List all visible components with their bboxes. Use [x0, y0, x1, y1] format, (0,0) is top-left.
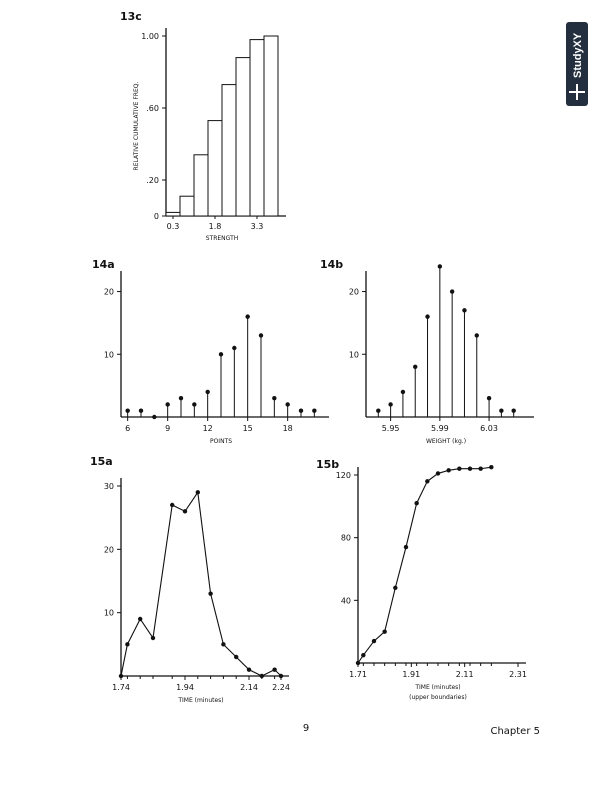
x-tick-label: 6: [125, 424, 131, 433]
data-point: [221, 642, 225, 646]
data-point: [125, 409, 129, 413]
data-point: [475, 333, 479, 337]
x-tick-label: 3.3: [250, 222, 264, 231]
data-point: [376, 409, 380, 413]
data-point: [192, 402, 196, 406]
chart-label: 14b: [320, 258, 344, 271]
x-tick-label: 1.8: [208, 222, 222, 231]
x-axis-label: TIME (minutes): [415, 684, 461, 691]
y-tick-label: 40: [340, 596, 351, 606]
y-axis-label: RELATIVE CUMULATIVE FREQ.: [133, 81, 140, 171]
chart-13c: [120, 10, 286, 242]
series-line: [121, 492, 281, 676]
data-point: [245, 314, 249, 318]
y-tick-label: 10: [348, 350, 359, 360]
data-point: [436, 471, 440, 475]
data-point: [393, 586, 397, 590]
data-point: [196, 490, 200, 494]
x-tick-label: 12: [202, 424, 213, 433]
data-point: [401, 390, 405, 394]
data-point: [285, 402, 289, 406]
chapter-label: Chapter 5: [490, 726, 540, 737]
bar: [194, 155, 208, 216]
y-tick-label: 80: [340, 533, 351, 543]
chart-label: 15a: [90, 455, 113, 468]
data-point: [446, 468, 450, 472]
data-point: [179, 396, 183, 400]
x-tick-label: 2.24: [272, 683, 290, 692]
bar: [222, 85, 236, 216]
data-point: [272, 667, 276, 671]
chart-label: 13c: [120, 10, 142, 23]
x-tick-label: 18: [282, 424, 293, 433]
data-point: [361, 653, 365, 657]
data-point: [219, 352, 223, 356]
chart-label: 15b: [316, 458, 340, 471]
x-tick-label: 9: [165, 424, 171, 433]
bar: [208, 121, 222, 216]
x-tick-label: 2.31: [509, 670, 527, 679]
data-point: [425, 314, 429, 318]
data-point: [457, 467, 461, 471]
data-point: [388, 402, 392, 406]
chart-15b: [316, 458, 527, 701]
x-axis-sublabel: (upper boundaries): [409, 694, 467, 701]
bar: [250, 40, 264, 216]
data-point: [478, 467, 482, 471]
y-tick-label: 10: [103, 608, 114, 618]
data-point: [404, 545, 408, 549]
y-tick-label: 20: [103, 545, 114, 555]
data-point: [382, 629, 386, 633]
data-point: [208, 591, 212, 595]
x-axis-label: POINTS: [209, 438, 233, 445]
x-tick-label: 5.95: [381, 424, 400, 433]
chart-15a: [90, 455, 290, 704]
x-tick-label: 1.94: [176, 683, 194, 692]
chart-14a: [92, 258, 329, 445]
x-tick-label: 1.74: [112, 683, 130, 692]
x-axis-label: TIME (minutes): [178, 697, 224, 704]
data-point: [272, 396, 276, 400]
y-tick-label: 10: [103, 350, 114, 360]
x-tick-label: 0.3: [166, 222, 180, 231]
x-tick-label: 1.71: [349, 670, 367, 679]
data-point: [511, 409, 515, 413]
x-tick-label: 15: [242, 424, 253, 433]
data-point: [413, 365, 417, 369]
data-point: [138, 617, 142, 621]
x-tick-label: 6.03: [480, 424, 498, 433]
data-point: [312, 409, 316, 413]
data-point: [489, 465, 493, 469]
data-point: [450, 289, 454, 293]
data-point: [232, 346, 236, 350]
chart-label: 14a: [92, 258, 115, 271]
data-point: [151, 636, 155, 640]
data-point: [170, 503, 174, 507]
x-tick-label: 5.99: [430, 424, 449, 433]
data-point: [299, 409, 303, 413]
data-point: [462, 308, 466, 312]
x-tick-label: 2.11: [455, 670, 474, 679]
y-tick-label: 0: [153, 212, 159, 221]
data-point: [119, 674, 123, 678]
x-axis-label: WEIGHT (kg.): [425, 438, 467, 445]
y-tick-label: 30: [103, 482, 114, 491]
data-point: [279, 674, 283, 678]
data-point: [499, 409, 503, 413]
y-tick-label: 120: [335, 471, 351, 480]
charts-layer: [90, 10, 534, 704]
y-tick-label: 1.00: [141, 32, 159, 41]
chart-14b: [320, 258, 534, 445]
x-axis-label: STRENGTH: [205, 235, 239, 242]
y-tick-label: 20: [103, 287, 114, 297]
data-point: [259, 333, 263, 337]
page-number: 9: [302, 723, 310, 734]
bar: [264, 36, 278, 216]
bar: [236, 58, 250, 216]
data-point: [356, 661, 360, 665]
data-point: [260, 674, 264, 678]
data-point: [139, 409, 143, 413]
bar: [166, 212, 180, 216]
data-point: [165, 402, 169, 406]
data-point: [125, 642, 129, 646]
data-point: [234, 655, 238, 659]
data-point: [152, 415, 156, 419]
x-tick-label: 2.14: [240, 683, 258, 692]
data-point: [414, 501, 418, 505]
data-point: [438, 264, 442, 268]
bar: [180, 196, 194, 216]
data-point: [425, 479, 429, 483]
data-point: [205, 390, 209, 394]
series-line: [358, 467, 491, 663]
data-point: [247, 667, 251, 671]
y-tick-label: .20: [146, 176, 159, 185]
studyxy-tab[interactable]: [566, 22, 588, 106]
data-point: [183, 509, 187, 513]
y-tick-label: .60: [146, 104, 159, 113]
studyxy-tab-label: StudyXY: [572, 32, 584, 78]
y-tick-label: 20: [348, 287, 359, 297]
data-point: [487, 396, 491, 400]
x-tick-label: 1.91: [402, 670, 421, 679]
data-point: [468, 467, 472, 471]
data-point: [372, 639, 376, 643]
